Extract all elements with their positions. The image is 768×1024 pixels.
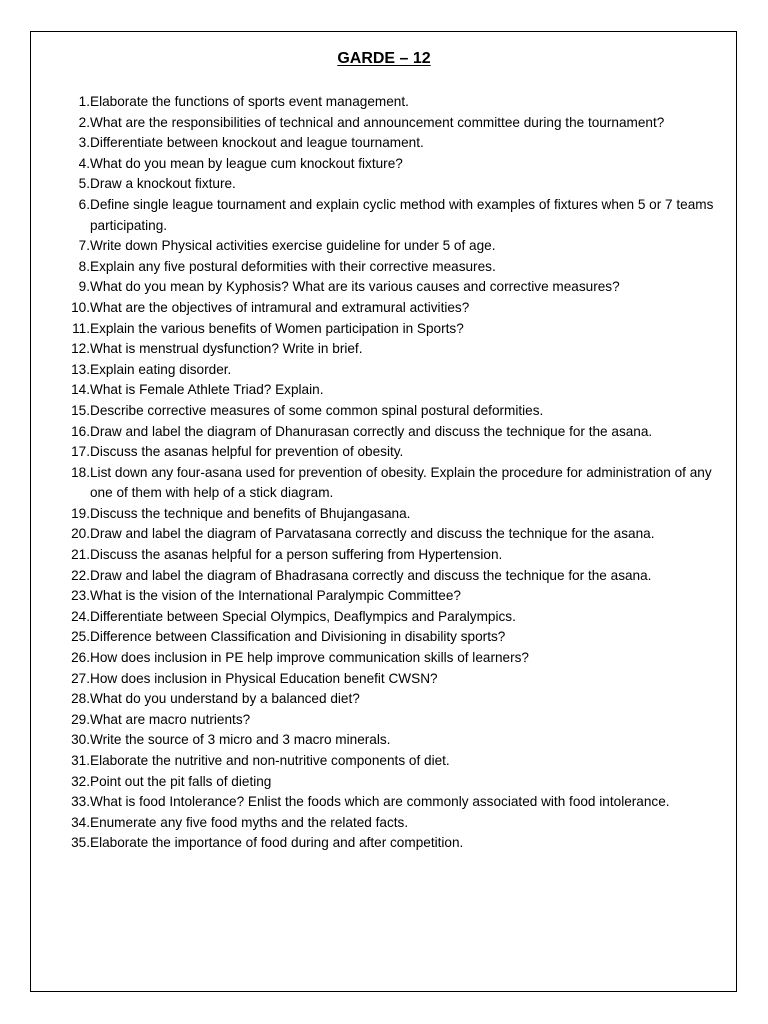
question-text: What are macro nutrients? (90, 711, 251, 727)
question-text: Describe corrective measures of some common spinal postural deformities. (90, 402, 544, 418)
question-number: 35. (71, 835, 90, 851)
question-number: 3. (78, 135, 90, 151)
question-number: 5. (78, 176, 90, 192)
question-item (58, 92, 728, 113)
question-text: Explain eating disorder. (90, 361, 232, 377)
question-item (58, 710, 728, 731)
question-item (58, 772, 728, 793)
question-number: 24. (71, 608, 90, 624)
question-item (58, 133, 728, 154)
question-number: 31. (71, 753, 90, 768)
question-number: 1. (78, 94, 90, 109)
question-text: Draw and label the diagram of Parvatasana correctly and discuss the technique for the asana. (90, 526, 655, 542)
question-number: 32. (71, 773, 90, 789)
question-text: Discuss the asanas helpful for prevention of obesity. (90, 444, 404, 460)
question-item (58, 566, 728, 587)
question-item (58, 689, 728, 710)
question-text: Explain the various benefits of Women participation in Sports? (90, 320, 464, 336)
question-item (58, 442, 728, 463)
question-item (58, 463, 728, 504)
question-text: Discuss the technique and benefits of Bhujangasana. (90, 505, 411, 521)
question-item (58, 545, 728, 566)
question-text: Enumerate any five food myths and the related facts. (90, 814, 409, 830)
question-number: 25. (71, 629, 90, 645)
question-text: Elaborate the importance of food during and after competition. (90, 835, 464, 851)
question-text: What is the vision of the International Paralympic Committee? (90, 588, 461, 604)
question-text: Elaborate the functions of sports event management. (90, 94, 409, 109)
question-number: 11. (72, 320, 90, 336)
question-item (58, 154, 728, 175)
question-number: 26. (71, 650, 90, 666)
question-item (58, 360, 728, 381)
question-item (58, 174, 728, 195)
question-text: Differentiate between Special Olympics, Deaflympics and Paralympics. (90, 608, 516, 624)
question-text: What are the objectives of intramural and extramural activities? (90, 299, 470, 315)
question-text: Define single league tournament and explain cyclic method with examples of fixtures when 5 or 7 teams participating. (90, 196, 714, 233)
question-text: Difference between Classification and Divisioning in disability sports? (90, 629, 506, 645)
question-item (58, 607, 728, 628)
question-number: 33. (71, 794, 90, 810)
question-number: 4. (78, 155, 90, 171)
question-item (58, 792, 728, 813)
question-text: What do you mean by Kyphosis? What are its various causes and corrective measures? (90, 279, 620, 295)
question-text: Draw and label the diagram of Dhanurasan correctly and discuss the technique for the asana. (90, 423, 653, 439)
question-number: 22. (71, 567, 90, 583)
question-item (58, 257, 728, 278)
question-text: Explain any five postural deformities with their corrective measures. (90, 258, 496, 274)
question-number: 6. (78, 196, 90, 212)
question-item (58, 586, 728, 607)
question-item (58, 504, 728, 525)
question-number: 23. (71, 588, 90, 604)
question-number: 9. (78, 279, 90, 295)
question-text: Draw a knockout fixture. (90, 176, 236, 192)
question-item (58, 339, 728, 360)
question-number: 18. (71, 464, 90, 480)
question-text: List down any four-asana used for prevention of obesity. Explain the procedure for administration of any one of them with help of a stick diagram. (90, 464, 712, 501)
question-text: What are the responsibilities of technical and announcement committee during the tournament? (90, 114, 665, 130)
question-text: What is Female Athlete Triad? Explain. (90, 382, 324, 398)
question-number: 29. (71, 711, 90, 727)
question-text: Write down Physical activities exercise guideline for under 5 of age. (90, 238, 496, 254)
question-text: Discuss the asanas helpful for a person suffering from Hypertension. (90, 547, 503, 563)
question-number: 13. (71, 361, 90, 377)
question-text: Elaborate the nutritive and non-nutritive components of diet. (90, 753, 450, 768)
question-item (58, 298, 728, 319)
question-item (58, 277, 728, 298)
question-item (58, 195, 728, 236)
question-number: 20. (71, 526, 90, 542)
question-item (58, 524, 728, 545)
question-number: 14. (71, 382, 90, 398)
question-item (58, 751, 728, 772)
question-item (58, 401, 728, 422)
question-text: What is food Intolerance? Enlist the foods which are commonly associated with food intolerance. (90, 794, 670, 810)
question-number: 28. (71, 691, 90, 707)
question-number: 21. (71, 547, 90, 563)
question-text: How does inclusion in Physical Education benefit CWSN? (90, 670, 438, 686)
question-item (58, 319, 728, 340)
question-text: How does inclusion in PE help improve communication skills of learners? (90, 650, 529, 666)
question-number: 7. (78, 238, 90, 254)
question-item (58, 730, 728, 751)
question-number: 16. (71, 423, 90, 439)
question-item (58, 236, 728, 257)
question-item (58, 113, 728, 134)
question-text: What do you mean by league cum knockout fixture? (90, 155, 403, 171)
question-text: Write the source of 3 micro and 3 macro minerals. (90, 732, 391, 748)
question-text: Point out the pit falls of dieting (90, 773, 272, 789)
question-number: 27. (71, 670, 90, 686)
question-number: 12. (71, 341, 90, 357)
question-number: 10. (71, 299, 90, 315)
question-number: 15. (71, 402, 90, 418)
question-text: What do you understand by a balanced diet? (90, 691, 360, 707)
question-list (58, 92, 728, 854)
question-item (58, 669, 728, 690)
question-item (58, 380, 728, 401)
question-item (58, 833, 728, 854)
question-text: Draw and label the diagram of Bhadrasana correctly and discuss the technique for the asana. (90, 567, 652, 583)
question-number: 2. (78, 114, 90, 130)
page-title: GARDE – 12 (337, 50, 431, 67)
question-item (58, 627, 728, 648)
question-text: What is menstrual dysfunction? Write in brief. (90, 341, 363, 357)
question-item (58, 422, 728, 443)
question-text: Differentiate between knockout and league tournament. (90, 135, 424, 151)
question-number: 30. (71, 732, 90, 748)
question-item (58, 648, 728, 669)
question-number: 17. (71, 444, 90, 460)
question-number: 19. (71, 505, 90, 521)
question-number: 8. (78, 258, 90, 274)
question-item (58, 813, 728, 834)
question-number: 34. (71, 814, 90, 830)
